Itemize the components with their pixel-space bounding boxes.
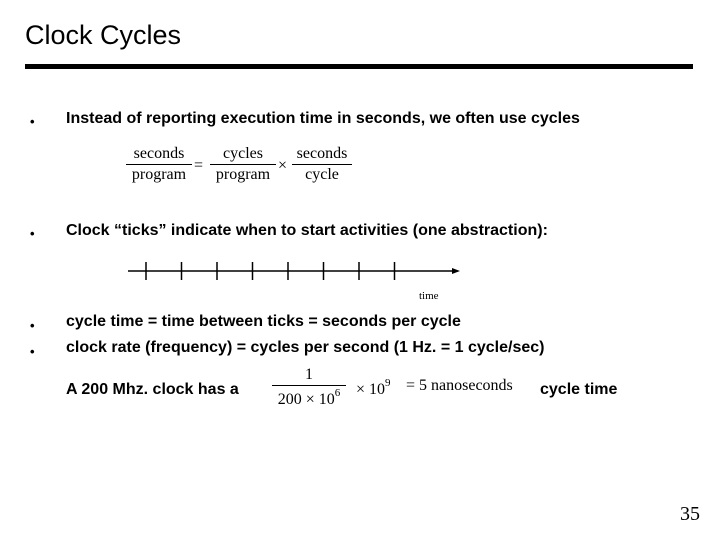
- example-suffix: cycle time: [540, 381, 618, 398]
- example-prefix: A 200 Mhz. clock has a: [66, 381, 239, 398]
- fraction-cycles-per-program: [210, 145, 276, 184]
- denominator: program: [131, 166, 187, 183]
- bullet-marker: •: [30, 114, 35, 129]
- slide-title: Clock Cycles: [25, 20, 182, 50]
- bullet-marker: •: [30, 318, 35, 333]
- denominator: program: [215, 166, 271, 183]
- timeline-time-label: time: [419, 290, 439, 302]
- denominator-base: 200 × 10: [277, 391, 335, 408]
- bullet-marker: •: [30, 226, 35, 241]
- bullet-text-cycle-time: cycle time = time between ticks = seconds per cycle: [66, 313, 461, 330]
- result-nanoseconds: = 5 nanoseconds: [406, 377, 513, 394]
- bullet-text-ticks: Clock “ticks” indicate when to start activities (one abstraction):: [66, 222, 548, 239]
- bullet-text-cycles: Instead of reporting execution time in seconds, we often use cycles: [66, 110, 580, 127]
- numerator: seconds: [133, 145, 185, 162]
- times-ten-nine: [356, 377, 391, 399]
- clock-tick-timeline: [120, 258, 470, 288]
- times-ten: × 10: [356, 381, 386, 398]
- numerator: seconds: [296, 145, 348, 162]
- denominator-exponent: 6: [334, 387, 341, 399]
- numerator: 1: [305, 366, 313, 383]
- denominator: cycle: [305, 166, 339, 183]
- bullet-text-clock-rate: clock rate (frequency) = cycles per second (1 Hz. = 1 cycle/sec): [66, 339, 545, 356]
- bullet-marker: •: [30, 344, 35, 359]
- times-exponent: 9: [385, 377, 391, 389]
- numerator: cycles: [223, 145, 263, 162]
- page-number: 35: [680, 503, 700, 525]
- fraction-seconds-per-cycle: [292, 145, 352, 184]
- timeline-arrowhead: [452, 268, 460, 274]
- title-underline: [25, 64, 693, 69]
- fraction-one-over-200mhz: [272, 366, 346, 409]
- equals-sign: =: [194, 157, 204, 174]
- denominator: [272, 386, 346, 409]
- fraction-seconds-per-program: [126, 145, 192, 184]
- times-sign: ×: [278, 157, 288, 174]
